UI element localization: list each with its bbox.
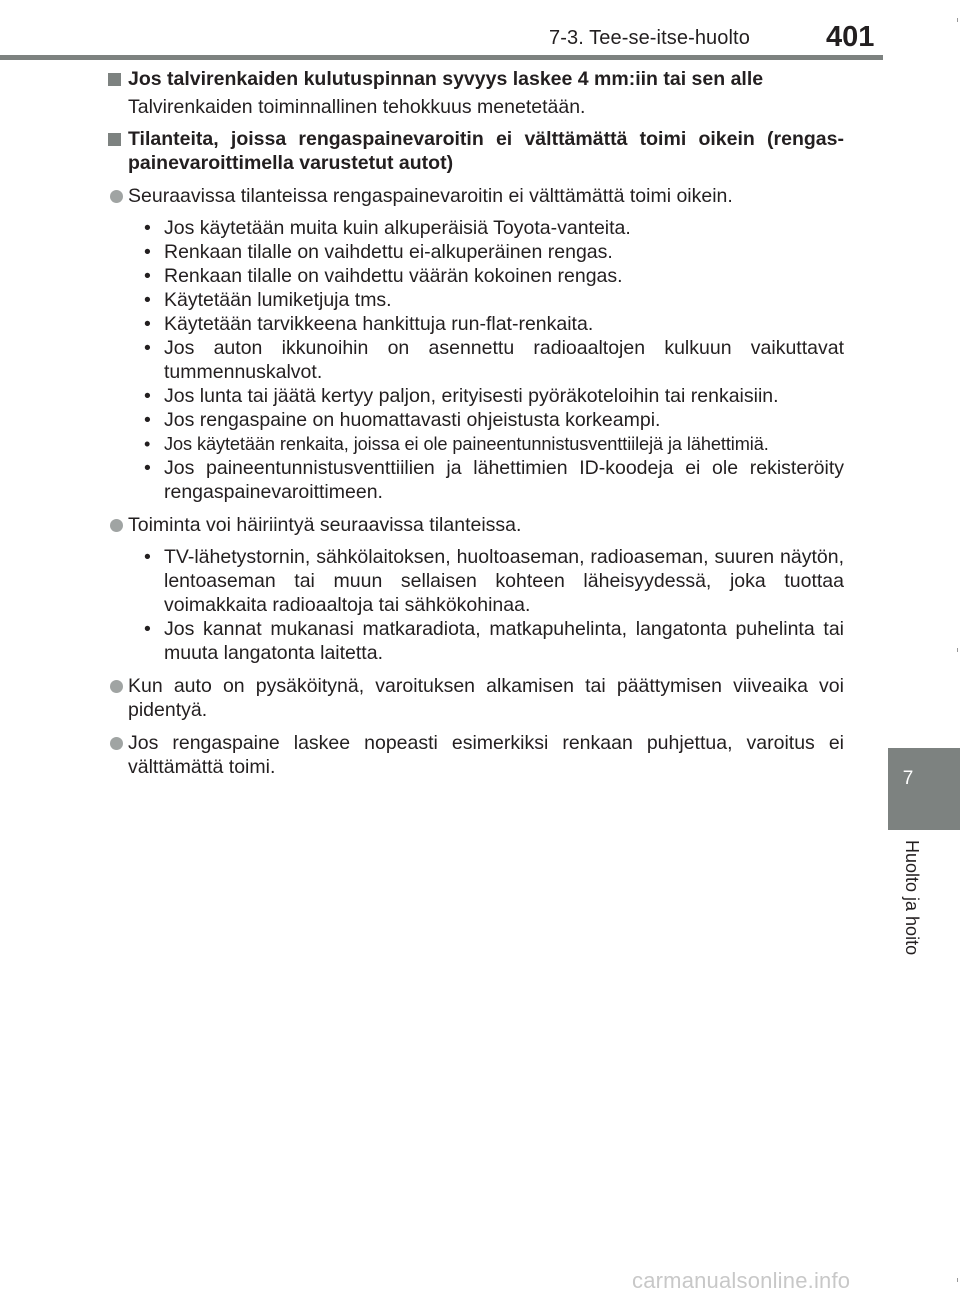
list-item: • Käytetään tarvikkeena hankittuja run-flat-renkaita.: [142, 312, 844, 336]
crop-mark: [957, 1278, 958, 1282]
list-item: • Käytetään lumiketjuja tms.: [142, 288, 844, 312]
list-item: • Jos lunta tai jäätä kertyy paljon, erityisesti pyöräkoteloihin tai renkaisiin.: [142, 384, 844, 408]
section-heading: Tilanteita, joissa rengaspainevaroitin ei välttämättä toimi oikein (rengas-painevaroittimella varustetut autot): [108, 127, 844, 175]
point-paragraph: Kun auto on pysäköitynä, varoituksen alkamisen tai päättymisen viiveaika voi pidentyä.: [108, 674, 844, 722]
watermark: carmanualsonline.info: [632, 1268, 851, 1293]
section-text: Talvirenkaiden toiminnallinen tehokkuus menetetään.: [128, 96, 586, 118]
point-paragraph: Seuraavissa tilanteissa rengaspainevaroitin ei välttämättä toimi oikein.: [108, 184, 844, 208]
bullet-list: [108, 216, 844, 504]
list-item: • Jos käytetään renkaita, joissa ei ole paineentunnistusventtiilejä ja lähettimiä.: [142, 432, 844, 456]
crop-mark: [957, 18, 958, 22]
page-header: [0, 0, 960, 60]
section-title: 7-3. Tee-se-itse-huolto: [549, 27, 750, 49]
list-item: • Renkaan tilalle on vaihdettu ei-alkuperäinen rengas.: [142, 240, 844, 264]
point-paragraph: Jos rengaspaine laskee nopeasti esimerkiksi renkaan puhjettua, varoitus ei välttämättä toimi.: [108, 731, 844, 779]
section-heading: Jos talvirenkaiden kulutuspinnan syvyys laskee 4 mm:iin tai sen alle: [108, 67, 844, 91]
list-item: • Jos käytetään muita kuin alkuperäisiä Toyota-vanteita.: [142, 216, 844, 240]
list-item: • Renkaan tilalle on vaihdettu väärän kokoinen rengas.: [142, 264, 844, 288]
header-rule: [0, 55, 883, 60]
list-item: • TV-lähetystornin, sähkölaitoksen, huoltoaseman, radioaseman, suuren näytön, lentoaseman tai muun sellaisen kohteen läheisyydessä, joka tuottaa voimakkaita radioaaltoja tai sähkökohinaa.: [142, 545, 844, 617]
crop-mark: [957, 648, 958, 652]
chapter-number: 7: [902, 768, 914, 789]
page-number: 401: [826, 21, 875, 53]
point-paragraph: Toiminta voi häiriintyä seuraavissa tilanteissa.: [108, 513, 844, 537]
chapter-tab: [888, 748, 960, 830]
list-item: • Jos auton ikkunoihin on asennettu radioaaltojen kulkuun vaikuttavat tummennuskalvot.: [142, 336, 844, 384]
list-item: • Jos paineentunnistusventtiilien ja lähettimien ID-koodeja ei ole rekisteröity rengaspainevaroittimeen.: [142, 456, 844, 504]
bullet-list: [108, 545, 844, 665]
chapter-title: Huolto ja hoito: [902, 840, 922, 956]
page-content: [108, 67, 844, 779]
list-item: • Jos kannat mukanasi matkaradiota, matkapuhelinta, langatonta puhelinta tai muuta langatonta laitetta.: [142, 617, 844, 665]
list-item: • Jos rengaspaine on huomattavasti ohjeistusta korkeampi.: [142, 408, 844, 432]
